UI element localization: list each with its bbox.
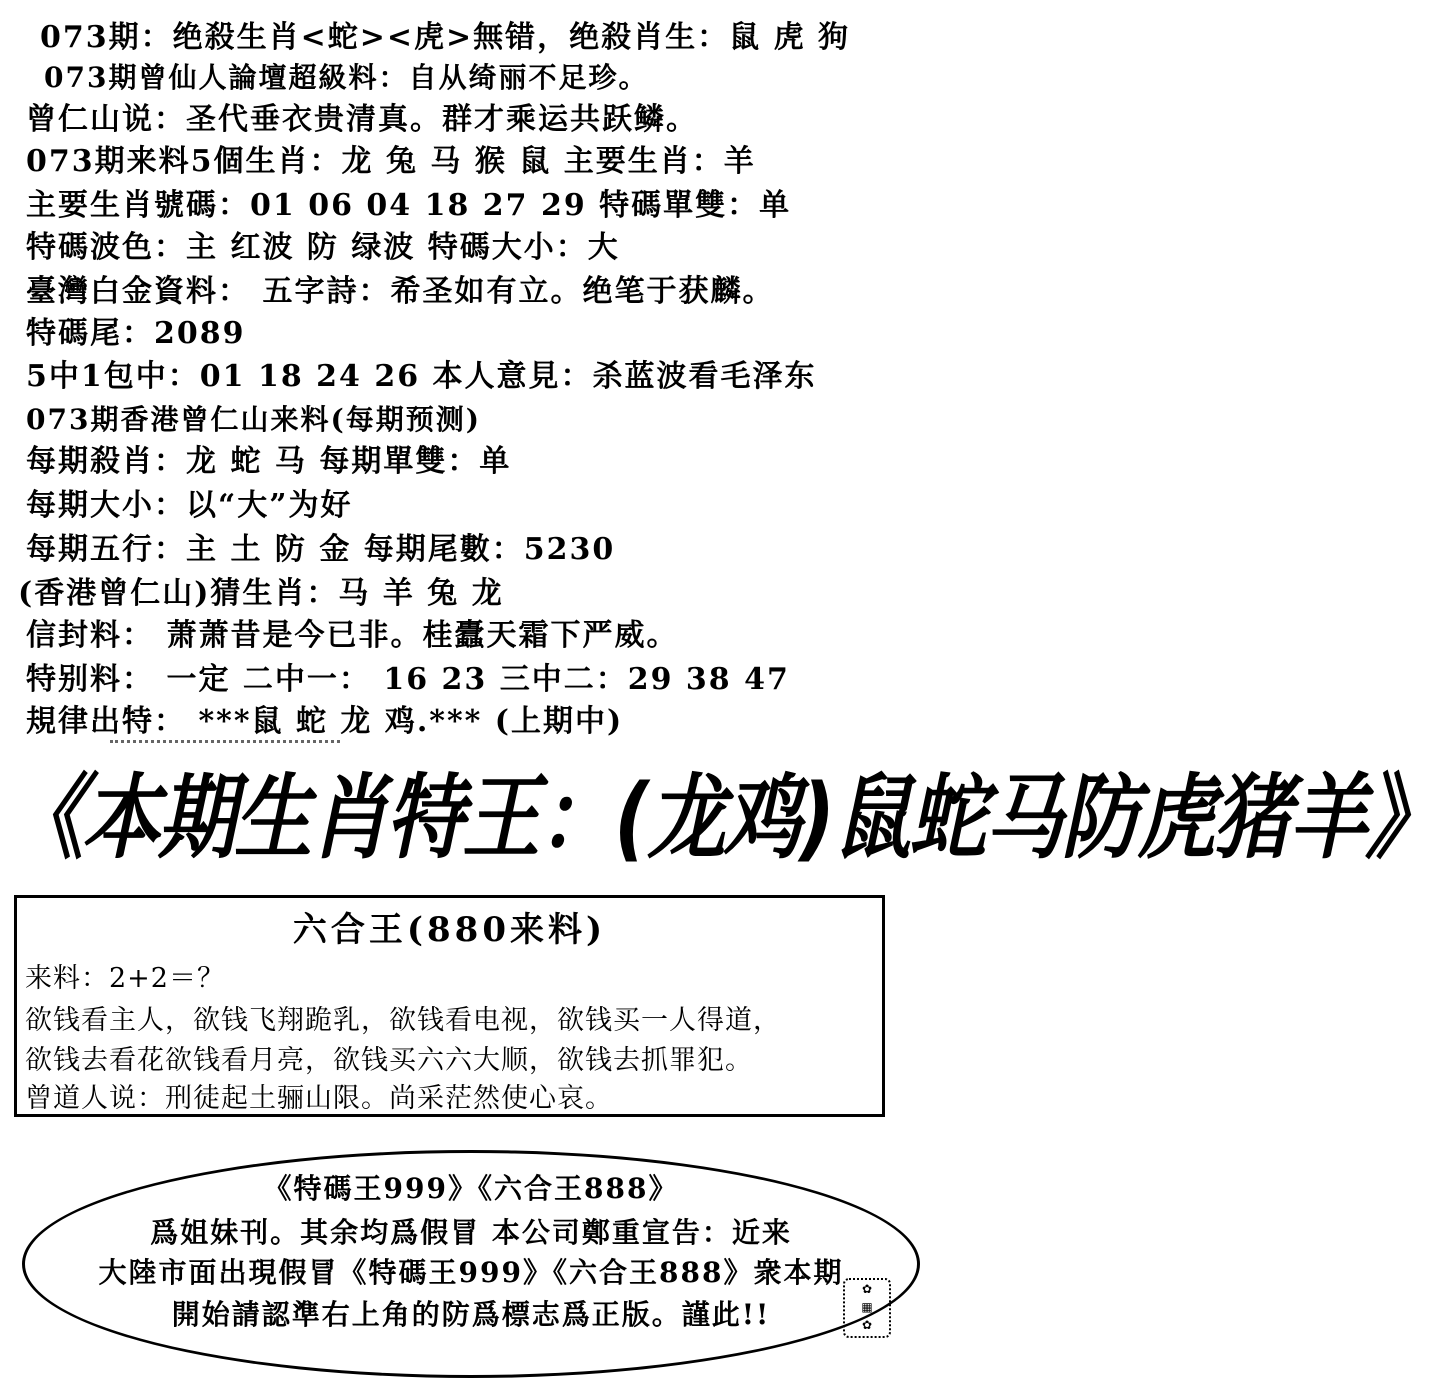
- oval-line-2: 爲姐妹刊。其余均爲假冒 本公司鄭重宣告：近来: [150, 1216, 792, 1249]
- text-line-3: 曾仁山说：圣代垂衣贵清真。群才乘运共跃鳞。: [26, 102, 698, 137]
- headline-banner: 《本期生肖特王：(龙鸡)鼠蛇马防虎猪羊》: [6, 765, 1441, 872]
- anti-fake-stamp-icon: ✿ ▦ ✿: [843, 1278, 891, 1338]
- text-line-7: 臺灣白金資料： 五字詩：希圣如有立。绝笔于获麟。: [26, 274, 775, 309]
- text-line-6: 特碼波色：主 红波 防 绿波 特碼大小：大: [26, 230, 620, 265]
- box-line-4: 曾道人说：刑徒起土骊山限。尚采茫然使心哀。: [25, 1083, 613, 1114]
- box-line-3: 欲钱去看花欲钱看月亮，欲钱买六六大顺，欲钱去抓罪犯。: [25, 1045, 753, 1076]
- text-line-8: 特碼尾：2089: [26, 316, 246, 351]
- box-line-2: 欲钱看主人，欲钱飞翔跪乳，欲钱看电视，欲钱买一人得道，: [25, 1005, 781, 1036]
- text-line-4: 073期来料5個生肖：龙 兔 马 猴 鼠 主要生肖：羊: [26, 144, 756, 179]
- text-line-11: 每期殺肖：龙 蛇 马 每期單雙：单: [26, 444, 512, 479]
- notice-oval: [22, 1150, 920, 1378]
- text-line-16: 特别料： 一定 二中一： 16 23 三中二：29 38 47: [26, 662, 790, 697]
- text-line-17: 規律出特： ***鼠 蛇 龙 鸡.*** (上期中): [26, 704, 624, 739]
- text-line-9: 5中1包中：01 18 24 26 本人意見：杀蓝波看毛泽东: [26, 359, 817, 394]
- oval-line-4: 開始請認準右上角的防爲標志爲正版。謹此!!: [171, 1298, 771, 1331]
- text-line-1: 073期：绝殺生肖<蛇><虎>無错，绝殺肖生：鼠 虎 狗: [40, 20, 851, 55]
- liuhe-box: [14, 895, 885, 1117]
- oval-line-3: 大陸市面出現假冒《特碼王999》《六合王888》衆本期: [98, 1256, 844, 1289]
- text-line-14: (香港曾仁山)猜生肖：马 羊 兔 龙: [18, 576, 504, 611]
- text-line-15: 信封料： 萧萧昔是今已非。桂蠹天霜下严威。: [26, 618, 679, 653]
- box-title: 六合王(880来料): [292, 910, 607, 950]
- text-line-2: 073期曾仙人論壇超級料：自从绮丽不足珍。: [44, 61, 649, 94]
- box-line-1: 来料：2+2＝？: [25, 963, 225, 994]
- text-line-5: 主要生肖號碼：01 06 04 18 27 29 特碼單雙：单: [26, 188, 792, 223]
- oval-line-1: 《特碼王999》《六合王888》: [263, 1172, 679, 1205]
- text-line-12: 每期大小：以“大”为好: [26, 488, 353, 523]
- text-line-13: 每期五行：主 土 防 金 每期尾數：5230: [26, 532, 616, 567]
- text-line-10: 073期香港曾仁山来料(每期预测): [26, 403, 481, 436]
